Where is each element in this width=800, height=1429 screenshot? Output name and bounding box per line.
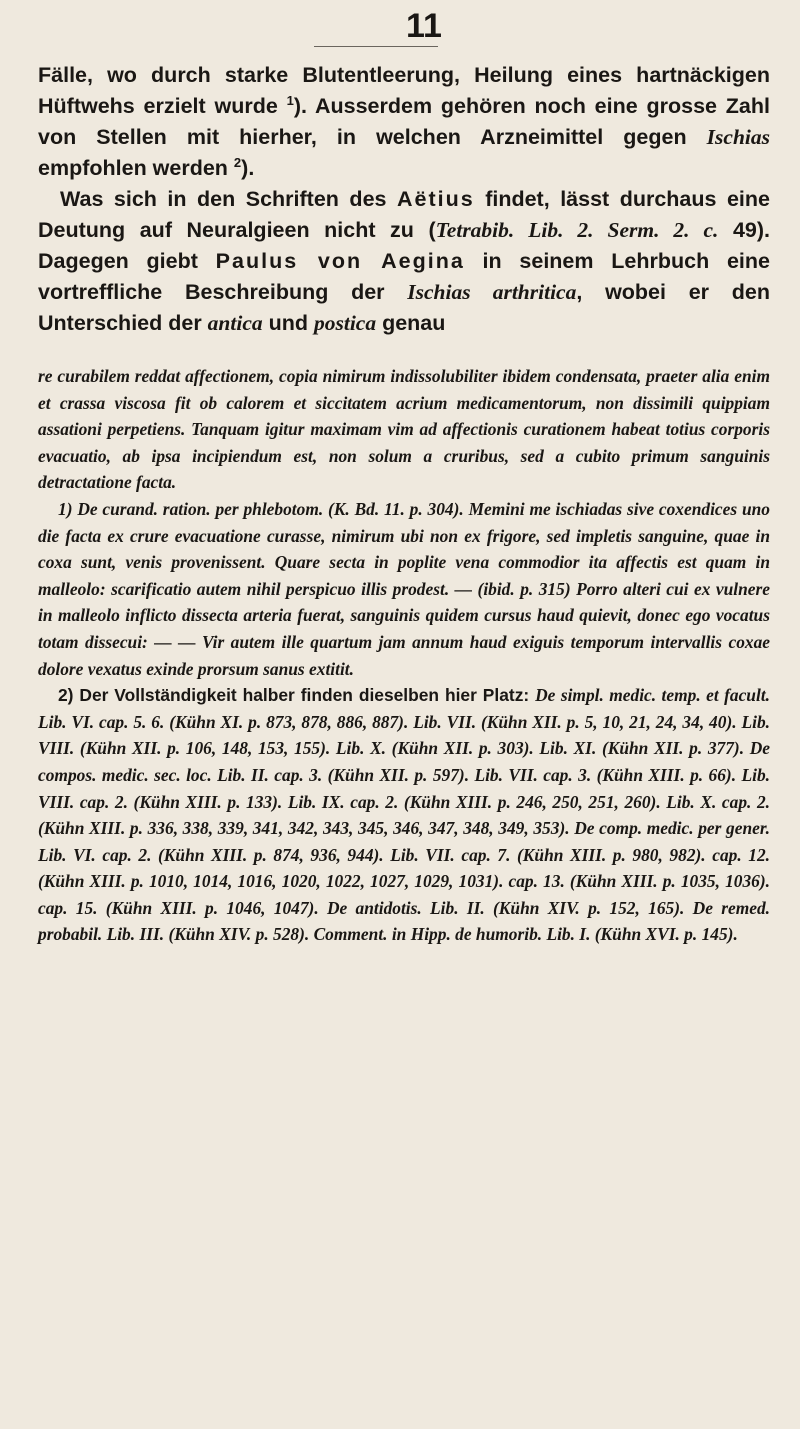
footnote-ref-2: 2 <box>233 154 242 170</box>
main-text <box>38 60 770 339</box>
text-run: findet, lässt durchaus eine Deutung auf Neuralgieen nicht zu ( <box>38 187 770 242</box>
term-antica: antica <box>207 311 263 335</box>
footnote-continuation: re curabilem reddat affectionem, copia nimirum indissolubiliter ibidem condensata, praeter alia enim et crassa viscosa fit ob calorem et siccitatem acrium medicamentorum, non dissimili quippiam assationi perpetiens. Tanquam igitur maximam vim ad affectionis curationem habeat totius corporis evacuatio, ab ipsa incipiendum est, non solum a cruribus, sed a cubito primum sanguinis detractatione facta. <box>38 366 770 493</box>
term-postica: postica <box>313 311 377 335</box>
text-run: in seinem Lehrbuch eine vortreffliche Beschreibung der <box>38 249 770 304</box>
citation-tetrabib: Tetrabib. Lib. 2. Serm. 2. c. <box>435 218 719 242</box>
text-run: Was sich in den Schriften des <box>60 187 397 211</box>
text-run: genau <box>376 311 446 335</box>
text-run: Fälle, wo durch starke Blutentleerung, Heilung eines hartnäckigen Hüftwehs erzielt wurde <box>38 63 770 118</box>
footnote-2-intro: 2) Der Vollständigkeit halber finden dieselben hier Platz: <box>58 685 536 706</box>
text-run: 49). Dagegen giebt <box>38 218 770 273</box>
page-number: 11 <box>406 7 442 45</box>
text-run: ). Ausserdem gehören noch eine grosse Zahl von Stellen mit hierher, in welchen Arzneimittel gegen <box>38 94 770 149</box>
footnote-2-references: De simpl. medic. temp. et facult. Lib. VI. cap. 5. 6. (Kühn XI. p. 873, 878, 886, 887). Lib. VII. (Kühn XII. p. 5, 10, 21, 24, 34, 40). Lib. VIII. (Kühn XII. p. 106, 148, 153, 155). Lib. X. (Kühn XII. p. 303). Lib. XI. (Kühn XII. p. 377). De compos. medic. sec. loc. Lib. II. cap. 3. (Kühn XII. p. 597). Lib. VII. cap. 3. (Kühn XIII. p. 66). Lib. VIII. cap. 2. (Kühn XIII. p. 133). Lib. IX. cap. 2. (Kühn XIII. p. 246, 250, 251, 260). Lib. X. cap. 2. (Kühn XIII. p. 336, 338, 339, 341, 342, 343, 345, 346, 347, 348, 349, 353). De comp. medic. per gener. Lib. VI. cap. 2. (Kühn XIII. p. 874, 936, 944). Lib. VII. cap. 7. (Kühn XIII. p. 980, 982). cap. 12. (Kühn XIII. p. 1010, 1014, 1016, 1020, 1022, 1027, 1029, 1031). cap. 13. (Kühn XIII. p. 1035, 1036). cap. 15. (Kühn XIII. p. 1046, 1047). De antidotis. Lib. II. (Kühn XIV. p. 152, 165). De remed. probabil. Lib. III. (Kühn XIV. p. 528). Comment. in Hipp. de humorib. Lib. I. (Kühn XVI. p. 145). <box>38 685 770 945</box>
footnote-1: 1) De curand. ration. per phlebotom. (K. Bd. 11. p. 304). Memini me ischiadas sive coxendices uno die facta ex crure evacuatione curasse, nimirum ubi non ex frigore, sed impletis sanguine, quae in coxa sunt, venis provenissent. Quare secta in poplite vena commodior ita affectis est quam in malleolo: scarificatio autem nihil perspicuo illis prodest. — (ibid. p. 315) Porro alteri cui ex vulnere in malleolo inflicto dissecta arteria fuerat, sanguinis quidem cursus haud quievit, donec ego vocatus totam dissecui: — — Vir autem ille quartum jam annum haud exiguis temporum intervallis coxae dolore vexatus exinde prorsum sanus extitit. <box>38 498 770 679</box>
author-paulus: Paulus von Aegina <box>215 249 465 273</box>
text-run: und <box>262 311 314 335</box>
term-ischias-arthritica: Ischias arthritica <box>407 280 577 304</box>
footnote-2 <box>38 682 770 948</box>
term-ischias: Ischias <box>706 125 770 149</box>
text-run: , wobei er den Unterschied der <box>38 280 770 335</box>
text-run: ). <box>241 156 255 180</box>
author-aetius: Aëtius <box>396 187 475 211</box>
footnote-ref-1: 1 <box>286 92 294 108</box>
paragraph-1 <box>38 60 770 184</box>
text-run: empfohlen werden <box>38 156 234 180</box>
book-page <box>38 6 770 948</box>
paragraph-2 <box>38 184 770 339</box>
footnotes <box>38 363 770 948</box>
header-rule <box>314 46 438 47</box>
